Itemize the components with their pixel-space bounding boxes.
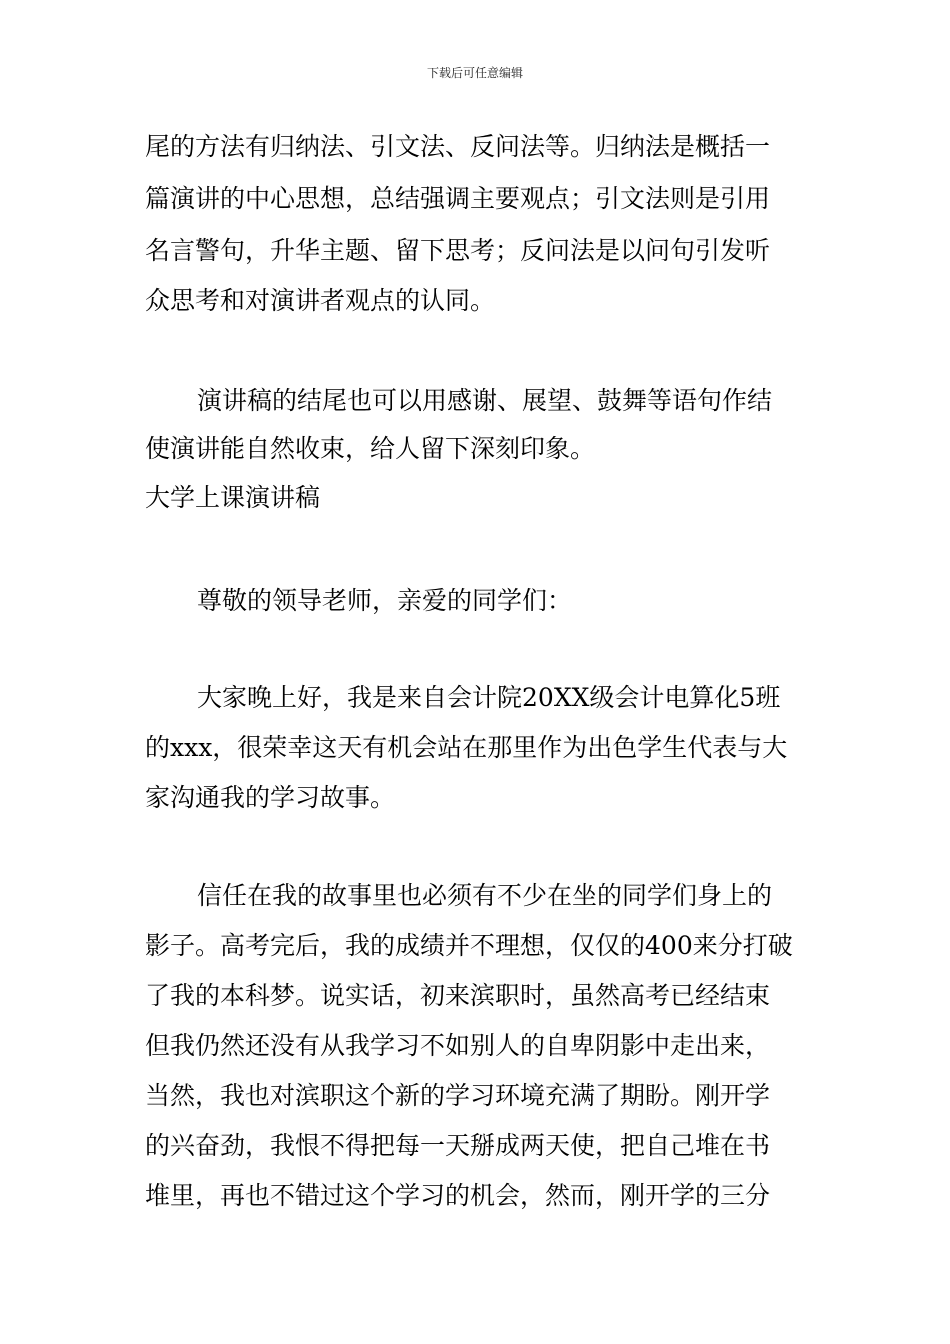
text-line: 尾的方法有归纳法、引文法、反问法等。归纳法是概括一 (145, 132, 771, 161)
text-line: 名言警句，升华主题、留下思考；反问法是以问句引发听 (145, 236, 771, 265)
text-line: 篇演讲的中心思想，总结强调主要观点；引文法则是引用 (145, 184, 771, 213)
text-line: 信任在我的故事里也必须有不少在坐的同学们身上的 (197, 881, 773, 910)
text-line: 了我的本科梦。说实话，初来滨职时，虽然高考已经结束 (145, 981, 771, 1010)
text-line: 影子。高考完后，我的成绩并不理想，仅仅的400来分打破 (145, 931, 793, 960)
text-line: 当然，我也对滨职这个新的学习环境充满了期盼。刚开学 (145, 1081, 771, 1110)
section-title: 大学上课演讲稿 (145, 483, 321, 512)
salutation: 尊敬的领导老师，亲爱的同学们： (197, 586, 573, 615)
text-line: 的兴奋劲，我恨不得把每一天掰成两天使，把自己堆在书 (145, 1131, 771, 1160)
text-line: 大家晚上好，我是来自会计院20XX级会计电算化5班 (197, 683, 781, 712)
page-header: 下载后可任意编辑 (426, 66, 523, 80)
text-line: 使演讲能自然收束，给人留下深刻印象。 (145, 434, 596, 463)
text-line: 但我仍然还没有从我学习不如别人的自卑阴影中走出来， (145, 1031, 771, 1060)
text-line: 家沟通我的学习故事。 (145, 783, 396, 812)
text-line: 演讲稿的结尾也可以用感谢、展望、鼓舞等语句作结 (197, 386, 773, 415)
text-line: 的xxx，很荣幸这天有机会站在那里作为出色学生代表与大 (145, 733, 788, 762)
text-line: 众思考和对演讲者观点的认同。 (145, 286, 496, 315)
text-line: 堆里，再也不错过这个学习的机会，然而，刚开学的三分 (145, 1181, 771, 1210)
